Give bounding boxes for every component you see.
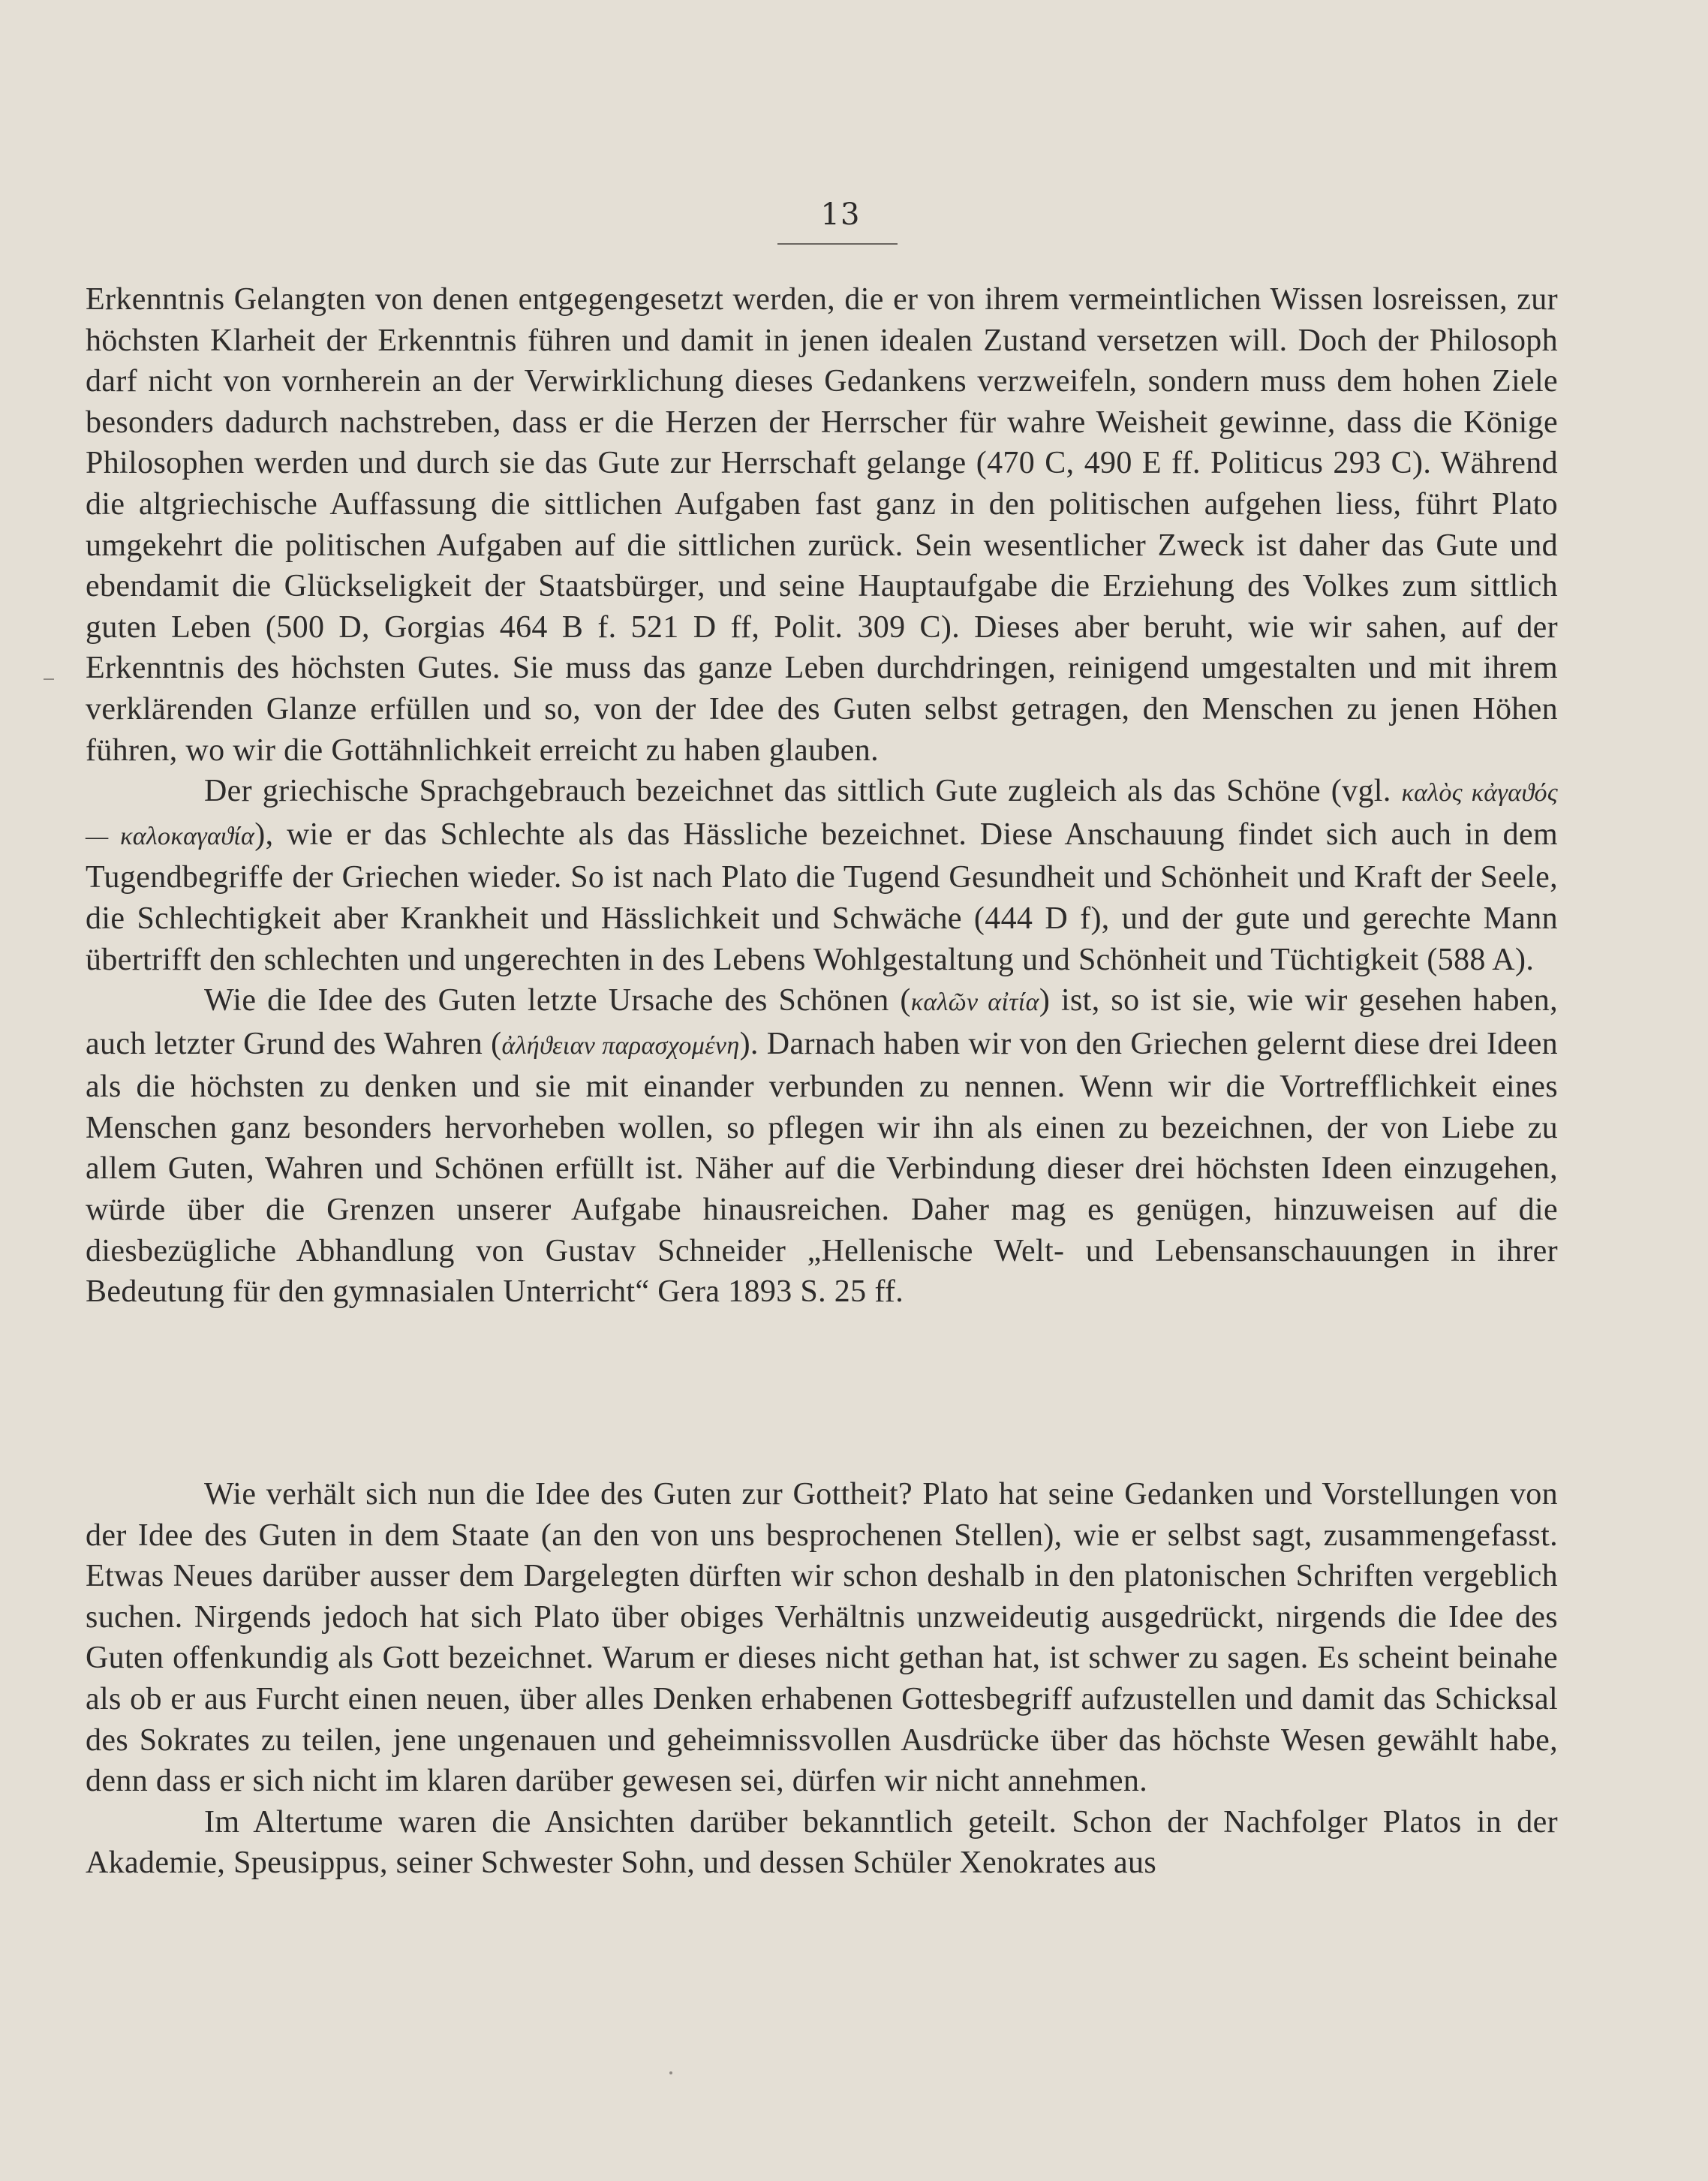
paragraph-4: Wie verhält sich nun die Idee des Guten zur Gottheit? Plato hat seine Gedanken und Vorstellungen von der Idee des Guten in dem Staate (an den von uns besprochenen Stellen), wie er selbst sagt, zusammengefasst. Etwas Neues darüber ausser dem Dargelegten dürften wir schon deshalb in den platonischen Schriften vergeblich suchen. Nirgends jedoch hat sich Plato über obiges Verhältnis unzweideutig ausgedrückt, nirgends die Idee des Guten offenkundig als Gott bezeichnet. Warum er dieses nicht gethan hat, ist schwer zu sagen. Es scheint beinahe als ob er aus Furcht einen neuen, über alles Denken erhabenen Gottesbegriff aufzustellen und damit das Schicksal des Sokrates zu teilen, jene ungenauen und geheimnissvollen Ausdrücke über das höchste Wesen gewählt habe, denn dass er sich nicht im klaren darüber gewesen sei, dürfen wir nicht annehmen. (86, 1477, 1558, 1799)
paragraph-2 (86, 771, 1558, 980)
margin-mark (44, 678, 54, 680)
paragraph-5: Im Altertume waren die Ansichten darüber bekanntlich geteilt. Schon der Nachfolger Platos in der Akademie, Speusippus, seiner Schwester Sohn, und dessen Schüler Xenokrates aus (86, 1804, 1558, 1881)
greek-phrase-kalos-kagathos: καλὸς κἀγαϑός — καλοκαγαϑία (86, 779, 1558, 850)
paragraph-2-text-a: Der griechische Sprachgebrauch bezeichnet das sittlich Gute zugleich als das Schöne (vgl. (204, 774, 1402, 809)
paragraph-1: Erkenntnis Gelangten von denen entgegengesetzt werden, die er von ihrem vermeintlichen Wissen losreissen, zur höchsten Klarheit der Erkenntnis führen und damit in jenen idealen Zustand versetzen will. Doch der Philosoph darf nicht von vornherein an der Verwirklichung dieses Gedankens verzweifeln, sondern muss dem hohen Ziele besonders dadurch nachstreben, dass er die Herzen der Herrscher für wahre Weisheit gewinne, dass die Könige Philosophen werden und durch sie das Gute zur Herrschaft gelange (470 C, 490 E ff. Politicus 293 C). Während die altgriechische Auffassung die sittlichen Aufgaben fast ganz in den politischen aufgehen liess, führt Plato umgekehrt die politischen Aufgaben auf die sittlichen zurück. Sein wesentlicher Zweck ist daher das Gute und ebendamit die Glückseligkeit der Staatsbürger, und seine Hauptaufgabe die Erziehung des Volkes zum sittlich guten Leben (500 D, Gorgias 464 B f. 521 D ff, Polit. 309 C). Dieses aber beruht, wie wir sahen, auf der Erkenntnis des höchsten Gutes. Sie muss das ganze Leben durchdringen, reinigend umgestalten und mit ihrem verklärenden Glanze erfüllen und so, von der Idee des Guten selbst getragen, den Menschen zu jenen Höhen führen, wo wir die Gottähnlichkeit erreicht zu haben glauben. (86, 282, 1558, 768)
text-block-lower (86, 1474, 1558, 1884)
page-number: 13 (820, 197, 861, 232)
header-rule (777, 243, 898, 245)
paragraph-2-text-b: ), wie er das Schlechte als das Hässliche bezeichnet. Diese Anschauung findet sich auch in dem Tugendbegriffe der Griechen wieder. So ist nach Plato die Tugend Gesundheit und Schönheit und Kraft der Seele, die Schlechtigkeit aber Krankheit und Hässlichkeit und Schwäche (444 D f), und der gute und gerechte Mann übertrifft den schlechten und ungerechten in des Lebens Wohlgestaltung und Schönheit und Tüchtigkeit (588 A). (86, 817, 1559, 977)
greek-phrase-kalon-aitia: καλῶν αἰτία (910, 988, 1039, 1017)
greek-phrase-aletheian: ἀλήϑειαν παρασχομένη (501, 1031, 740, 1060)
text-block-upper (86, 279, 1558, 1313)
paper-speck (669, 2071, 672, 2074)
paragraph-3 (86, 980, 1558, 1313)
page-number-container (773, 197, 908, 233)
paragraph-3-text-c: ). Darnach haben wir von den Griechen gelernt diese drei Ideen als die höchsten zu denken und sie mit einander verbunden zu nennen. Wenn wir die Vortrefflichkeit eines Menschen ganz besonders hervorheben wollen, so pflegen wir ihn als einen zu bezeichnen, der von Liebe zu allem Guten, Wahren und Schönen erfüllt ist. Näher auf die Verbindung dieser drei höchsten Ideen einzugehen, würde über die Grenzen unserer Aufgabe hinausreichen. Daher mag es genügen, hinzuweisen auf die diesbezügliche Abhandlung von Gustav Schneider „Hellenische Welt- und Lebensanschauungen in ihrer Bedeutung für den gymnasialen Unterricht“ Gera 1893 S. 25 ff. (86, 1026, 1558, 1310)
paragraph-3-text-a: Wie die Idee des Guten letzte Ursache des Schönen ( (204, 983, 911, 1018)
paragraph-3-text-b: ) ist, so ist sie, wie wir gesehen haben, auch letzter Grund des Wahren ( (86, 983, 1558, 1061)
